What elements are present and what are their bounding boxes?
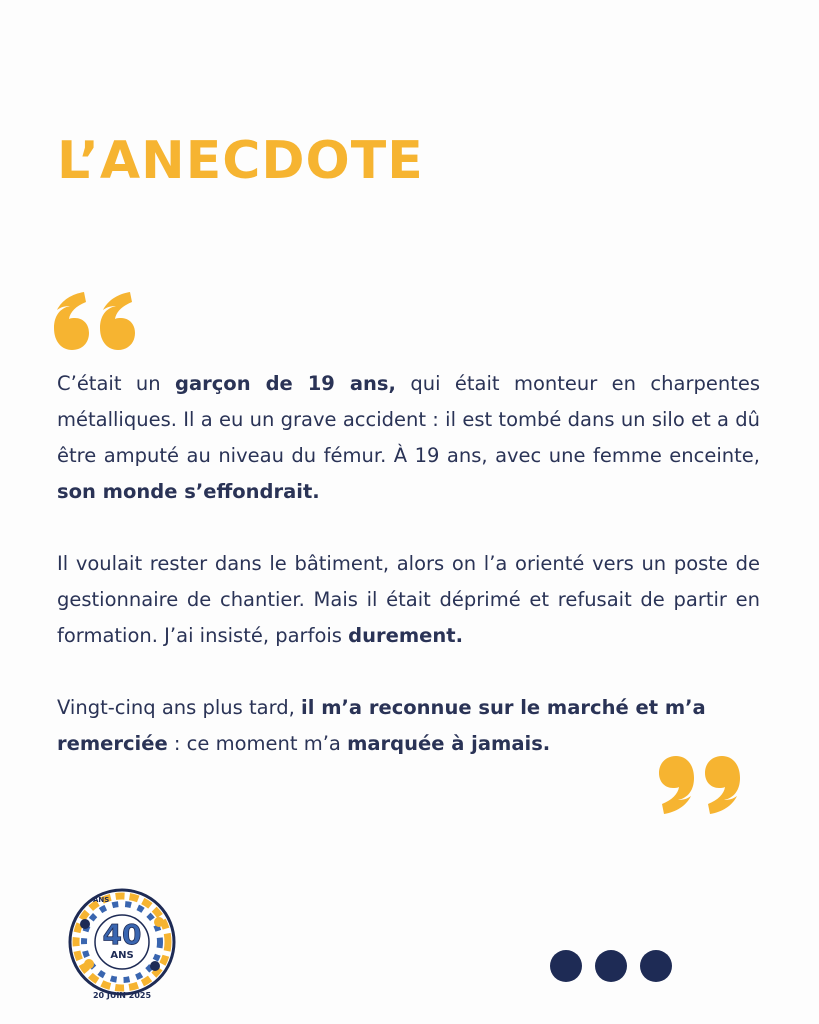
logo-top-text: ANS <box>93 896 110 904</box>
text-run: Il voulait rester dans le bâtiment, alors on l’a orienté vers un poste de gestionnaire de chantier. Mais il était déprimé et refusait de partir en formation. J’ai insisté, parfois <box>57 552 760 647</box>
anecdote-text <box>57 366 760 762</box>
bold-text-run: durement. <box>348 624 463 647</box>
logo-date: 20 JUIN 2025 <box>92 991 152 1000</box>
logo-number: 40 <box>102 918 142 951</box>
closing-quote-icon <box>656 752 742 818</box>
opening-quote-icon <box>52 288 138 354</box>
dot <box>640 950 672 982</box>
dot <box>550 950 582 982</box>
bold-text-run: garçon de 19 ans, <box>175 372 396 395</box>
paragraph-3 <box>57 690 760 762</box>
more-dots-icon <box>550 950 674 982</box>
bold-text-run: son monde s’effondrait. <box>57 480 320 503</box>
bold-text-run: marquée à jamais. <box>347 732 551 755</box>
text-run: Vingt-cinq ans plus tard, <box>57 696 302 719</box>
dot <box>595 950 627 982</box>
text-run: : ce moment m’a <box>167 732 348 755</box>
page-title: L’ANECDOTE <box>57 131 424 191</box>
text-run: qui était monteur en charpentes métalliques. Il a eu un grave accident : il est tombé dans un silo et a dû être amputé au niveau du fémur. À 19 ans, avec une femme enceinte, <box>57 372 760 467</box>
paragraph-1 <box>57 366 760 510</box>
bold-text-run: il m’a reconnue sur le marché et m’a remerciée <box>57 696 706 755</box>
anniversary-logo <box>63 884 181 1002</box>
text-run: C’était un <box>57 372 175 395</box>
logo-label: ANS <box>110 950 134 961</box>
paragraph-2 <box>57 546 760 654</box>
